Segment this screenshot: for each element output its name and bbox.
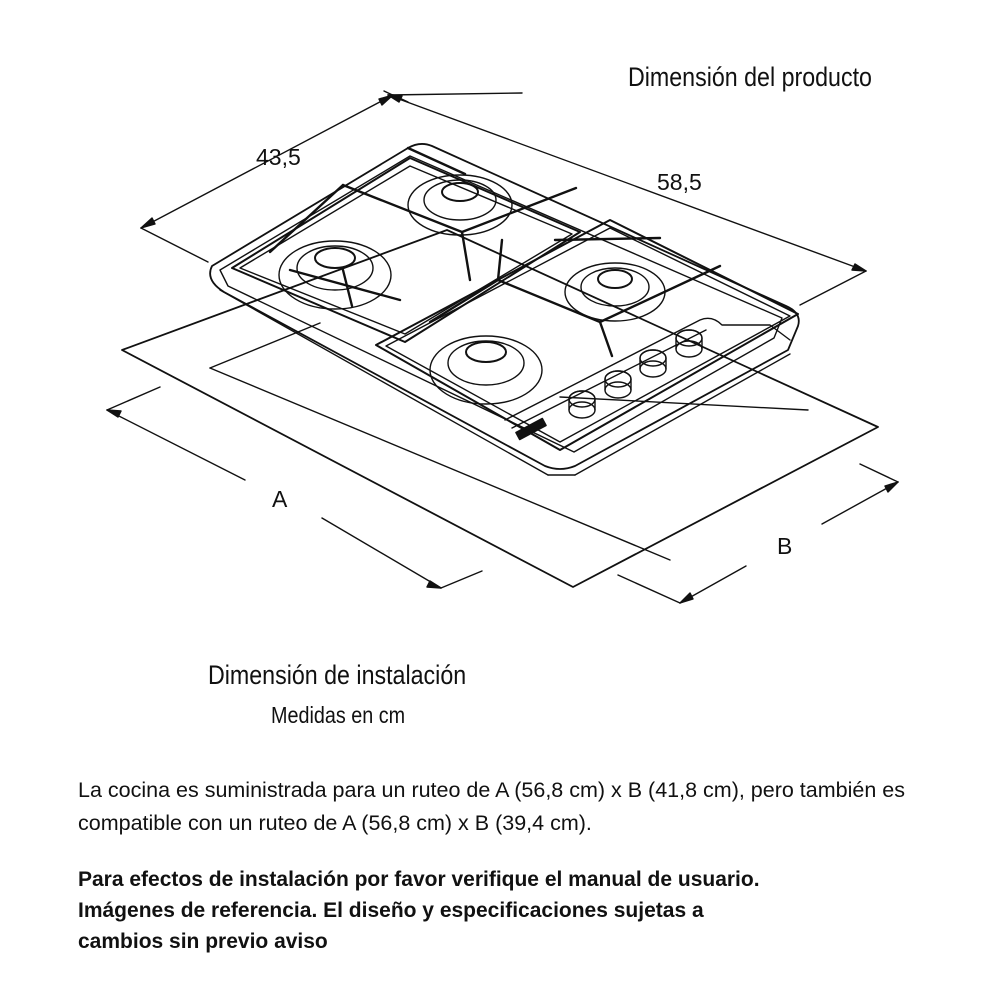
- installation-dimension-title: Dimensión de instalación: [208, 660, 467, 690]
- control-knob-icon: [569, 391, 595, 418]
- dimension-line-a: [107, 387, 482, 588]
- depth-dimension-label: 58,5: [657, 169, 702, 195]
- gas-burner-icon: [279, 241, 391, 309]
- units-note: Medidas en cm: [271, 702, 406, 728]
- legal-line: cambios sin previo aviso: [78, 930, 328, 953]
- gas-burner-icon: [430, 336, 542, 404]
- product-dimension-title: Dimensión del producto: [628, 62, 872, 92]
- pan-grate: [376, 220, 798, 450]
- cutout-a-label: A: [272, 486, 288, 512]
- cutout-b-label: B: [777, 533, 793, 559]
- dimension-line-width: [141, 91, 408, 262]
- legal-disclaimer: [78, 864, 978, 957]
- gas-burner-icon: [565, 263, 665, 321]
- gas-burner-icon: [408, 175, 512, 235]
- dimension-line-b: [618, 464, 898, 603]
- routing-note: La cocina es suministrada para un ruteo de A (56,8 cm) x B (41,8 cm), pero también es compatible con un ruteo de A (56,8 cm) x B (39,4 cm).: [78, 778, 905, 835]
- legal-line: Imágenes de referencia. El diseño y especificaciones sujetas a: [78, 899, 704, 922]
- legal-line: Para efectos de instalación por favor verifique el manual de usuario.: [78, 868, 760, 891]
- control-knob-icon: [640, 350, 666, 377]
- width-dimension-label: 43,5: [256, 144, 301, 170]
- cooktop-body: [210, 144, 799, 475]
